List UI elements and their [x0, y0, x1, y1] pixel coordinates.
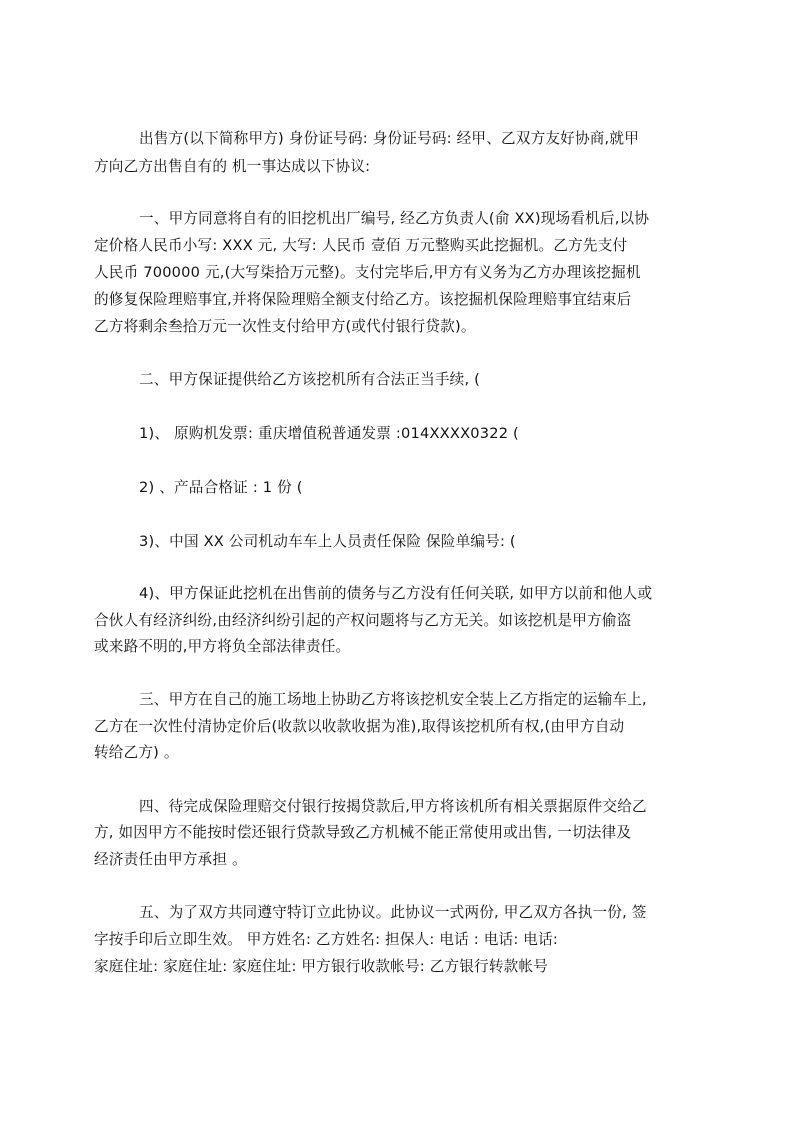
paragraph-8-line-3: 转给乙方) 。 [94, 744, 179, 761]
paragraph-9-line-1: 四、待完成保险理赔交付银行按揭贷款后,甲方将该机所有相关票据原件交给乙 [139, 798, 647, 815]
paragraph-2-line-4: 的修复保险理赔事宜,并将保险理赔全额支付给乙方。该挖掘机保险理赔事宜结束后 [94, 291, 632, 308]
paragraph-1-line-1: 出售方(以下简称甲方) 身份证号码: 身份证号码: 经甲、乙双方友好协商,就甲 [139, 130, 639, 147]
paragraph-6-line-1: 3)、中国 XX 公司机动车车上人员责任保险 保险单编号: ( [139, 533, 516, 550]
paragraph-3-line-1: 二、甲方保证提供给乙方该挖机所有合法正当手续, ( [139, 371, 481, 388]
paragraph-9-line-3: 经济责任由甲方承担 。 [94, 851, 247, 868]
paragraph-2-line-3: 人民币 700000 元,(大写柒拾万元整)。支付完毕后,甲方有义务为乙方办理该挖掘机 [94, 264, 641, 281]
paragraph-7-line-2: 合伙人有经济纠纷,由经济纠纷引起的产权问题将与乙方无关。如该挖机是甲方偷盗 [94, 612, 632, 629]
paragraph-7-line-3: 或来路不明的,甲方将负全部法律责任。 [94, 638, 351, 655]
paragraph-2-line-1: 一、甲方同意将自有的旧挖机出厂编号, 经乙方负责人(俞 XX)现场看机后,以协 [139, 210, 650, 227]
paragraph-10-line-2: 字按手印后立即生效。 甲方姓名: 乙方姓名: 担保人: 电话 : 电话: 电话: [94, 931, 559, 948]
paragraph-2-line-5: 乙方将剩余叁拾万元一次性支付给甲方(或代付银行贷款)。 [94, 318, 476, 335]
paragraph-8-line-2: 乙方在一次性付清协定价后(收款以收款收据为准),取得该挖机所有权,(由甲方自动 [94, 718, 625, 735]
paragraph-5-line-1: 2) 、产品合格证 : 1 份 ( [139, 479, 303, 496]
paragraph-4-line-1: 1)、 原购机发票: 重庆增值税普通发票 :014XXXX0322 ( [139, 425, 519, 442]
paragraph-1-line-2: 方向乙方出售自有的 机一事达成以下协议: [94, 158, 371, 175]
paragraph-7-line-1: 4)、甲方保证此挖机在出售前的债务与乙方没有任何关联, 如甲方以前和他人或 [139, 585, 653, 602]
paragraph-2-line-2: 定价格人民币小写: XXX 元, 大写: 人民币 壹佰 万元整购买此挖掘机。乙方先支付 [94, 237, 628, 254]
paragraph-9-line-2: 方, 如因甲方不能按时偿还银行贷款导致乙方机械不能正常使用或出售, 一切法律及 [94, 824, 632, 841]
paragraph-10-line-3: 家庭住址: 家庭住址: 家庭住址: 甲方银行收款帐号: 乙方银行转款帐号 [94, 958, 549, 975]
paragraph-10-line-1: 五、为了双方共同遵守特订立此协议。此协议一式两份, 甲乙双方各执一份, 签 [139, 904, 647, 921]
paragraph-8-line-1: 三、甲方在自己的施工场地上协助乙方将该挖机安全装上乙方指定的运输车上, [139, 691, 647, 708]
